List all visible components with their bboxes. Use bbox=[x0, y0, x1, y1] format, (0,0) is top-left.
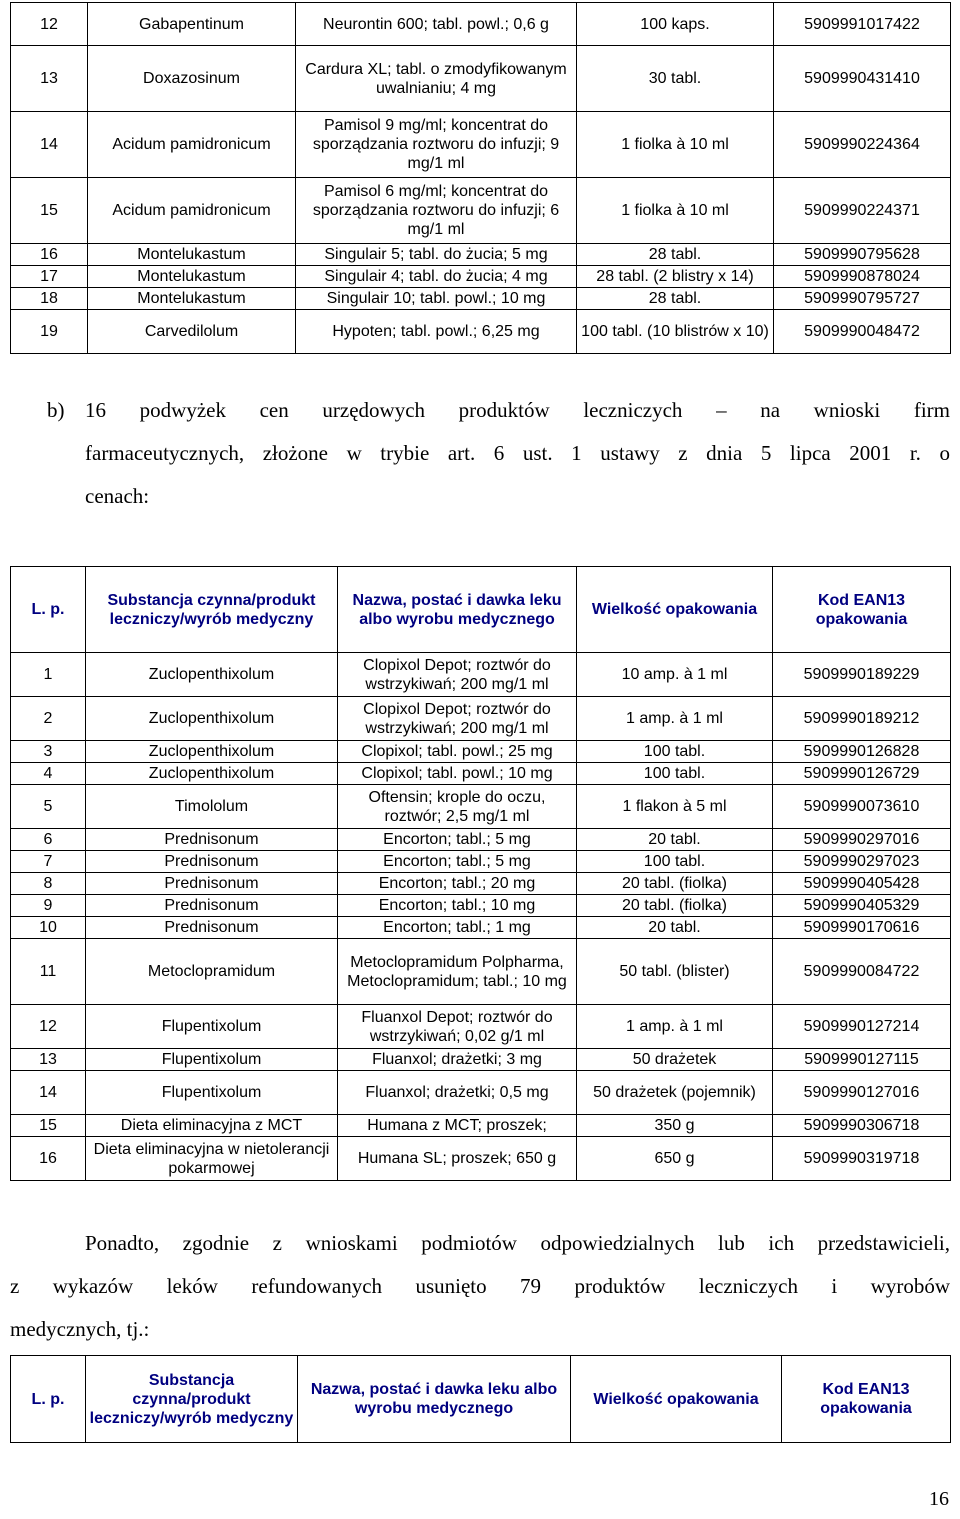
cell-pack: 20 tabl. (fiolka) bbox=[577, 873, 773, 895]
cell-name: Fluanxol Depot; roztwór do wstrzykiwań; 0,02 g/1 ml bbox=[338, 1005, 577, 1049]
cell-name: Singulair 4; tabl. do żucia; 4 mg bbox=[296, 266, 577, 288]
cell-name: Oftensin; krople do oczu, roztwór; 2,5 mg/1 ml bbox=[338, 785, 577, 829]
table-row bbox=[11, 266, 951, 288]
header-name: Nazwa, postać i dawka leku albo wyrobu medycznego bbox=[298, 1356, 571, 1443]
cell-substance: Zuclopenthixolum bbox=[86, 741, 338, 763]
cell-pack: 1 amp. à 1 ml bbox=[577, 697, 773, 741]
cell-substance: Zuclopenthixolum bbox=[86, 653, 338, 697]
cell-substance: Gabapentinum bbox=[88, 3, 296, 46]
cell-ean: 5909990126729 bbox=[773, 763, 951, 785]
table-row bbox=[11, 1049, 951, 1071]
cell-lp: 12 bbox=[11, 3, 88, 46]
table-removed-products bbox=[10, 1355, 951, 1443]
cell-lp: 1 bbox=[11, 653, 86, 697]
cell-name: Hypoten; tabl. powl.; 6,25 mg bbox=[296, 310, 577, 354]
table-row bbox=[11, 851, 951, 873]
section-b-line-2: farmaceutycznych, złożone w trybie art. 6 ust. 1 ustawy z dnia 5 lipca 2001 r. o bbox=[85, 441, 950, 465]
cell-name: Pamisol 9 mg/ml; koncentrat do sporządzania roztworu do infuzji; 9 mg/1 ml bbox=[296, 112, 577, 178]
cell-pack: 28 tabl. bbox=[577, 288, 774, 310]
header-lp: L. p. bbox=[11, 567, 86, 653]
cell-lp: 16 bbox=[11, 244, 88, 266]
table-row bbox=[11, 46, 951, 112]
cell-pack: 20 tabl. (fiolka) bbox=[577, 895, 773, 917]
cell-lp: 13 bbox=[11, 1049, 86, 1071]
paragraph-2-line-3: medycznych, tj.: bbox=[10, 1317, 150, 1341]
cell-name: Clopixol Depot; roztwór do wstrzykiwań; 200 mg/1 ml bbox=[338, 697, 577, 741]
cell-pack: 100 tabl. bbox=[577, 741, 773, 763]
cell-substance: Carvedilolum bbox=[88, 310, 296, 354]
header-substance: Substancja czynna/produkt leczniczy/wyrób medyczny bbox=[86, 1356, 298, 1443]
table-row bbox=[11, 1071, 951, 1115]
cell-lp: 7 bbox=[11, 851, 86, 873]
cell-lp: 14 bbox=[11, 1071, 86, 1115]
cell-ean: 5909990189229 bbox=[773, 653, 951, 697]
cell-ean: 5909991017422 bbox=[774, 3, 951, 46]
cell-substance: Zuclopenthixolum bbox=[86, 697, 338, 741]
cell-substance: Prednisonum bbox=[86, 917, 338, 939]
cell-ean: 5909990405428 bbox=[773, 873, 951, 895]
table-row bbox=[11, 178, 951, 244]
header-lp: L. p. bbox=[11, 1356, 86, 1443]
cell-substance: Flupentixolum bbox=[86, 1049, 338, 1071]
cell-pack: 350 g bbox=[577, 1115, 773, 1137]
cell-name: Clopixol; tabl. powl.; 25 mg bbox=[338, 741, 577, 763]
cell-substance: Dieta eliminacyjna z MCT bbox=[86, 1115, 338, 1137]
table-row bbox=[11, 763, 951, 785]
table-row bbox=[11, 741, 951, 763]
paragraph-2-line-1: Ponadto, zgodnie z wnioskami podmiotów odpowiedzialnych lub ich przedstawicieli, bbox=[85, 1231, 950, 1255]
header-pack: Wielkość opakowania bbox=[571, 1356, 782, 1443]
cell-pack: 20 tabl. bbox=[577, 829, 773, 851]
cell-name: Encorton; tabl.; 20 mg bbox=[338, 873, 577, 895]
table-row bbox=[11, 785, 951, 829]
table-row bbox=[11, 1005, 951, 1049]
cell-ean: 5909990431410 bbox=[774, 46, 951, 112]
cell-pack: 1 fiolka à 10 ml bbox=[577, 178, 774, 244]
cell-ean: 5909990878024 bbox=[774, 266, 951, 288]
cell-pack: 650 g bbox=[577, 1137, 773, 1181]
cell-ean: 5909990127214 bbox=[773, 1005, 951, 1049]
cell-lp: 8 bbox=[11, 873, 86, 895]
table-row bbox=[11, 288, 951, 310]
cell-ean: 5909990084722 bbox=[773, 939, 951, 1005]
cell-ean: 5909990795727 bbox=[774, 288, 951, 310]
cell-ean: 5909990127016 bbox=[773, 1071, 951, 1115]
cell-substance: Prednisonum bbox=[86, 851, 338, 873]
cell-lp: 2 bbox=[11, 697, 86, 741]
cell-pack: 100 tabl. bbox=[577, 763, 773, 785]
cell-lp: 16 bbox=[11, 1137, 86, 1181]
cell-lp: 5 bbox=[11, 785, 86, 829]
table-row bbox=[11, 829, 951, 851]
cell-lp: 14 bbox=[11, 112, 88, 178]
table-row bbox=[11, 310, 951, 354]
cell-lp: 4 bbox=[11, 763, 86, 785]
cell-ean: 5909990306718 bbox=[773, 1115, 951, 1137]
cell-name: Singulair 10; tabl. powl.; 10 mg bbox=[296, 288, 577, 310]
header-substance: Substancja czynna/produkt leczniczy/wyrób medyczny bbox=[86, 567, 338, 653]
table-price-changes-continued bbox=[10, 2, 951, 354]
cell-pack: 20 tabl. bbox=[577, 917, 773, 939]
cell-substance: Montelukastum bbox=[88, 266, 296, 288]
table-row bbox=[11, 697, 951, 741]
header-name: Nazwa, postać i dawka leku albo wyrobu medycznego bbox=[338, 567, 577, 653]
cell-name: Encorton; tabl.; 10 mg bbox=[338, 895, 577, 917]
cell-substance: Zuclopenthixolum bbox=[86, 763, 338, 785]
section-b-line-1: 16 podwyżek cen urzędowych produktów leczniczych – na wnioski firm bbox=[85, 398, 950, 422]
cell-ean: 5909990126828 bbox=[773, 741, 951, 763]
cell-lp: 3 bbox=[11, 741, 86, 763]
header-ean: Kod EAN13 opakowania bbox=[773, 567, 951, 653]
cell-ean: 5909990405329 bbox=[773, 895, 951, 917]
cell-name: Encorton; tabl.; 5 mg bbox=[338, 851, 577, 873]
cell-pack: 30 tabl. bbox=[577, 46, 774, 112]
cell-pack: 28 tabl. (2 blistry x 14) bbox=[577, 266, 774, 288]
table-price-increases bbox=[10, 566, 951, 1181]
table-row bbox=[11, 917, 951, 939]
cell-substance: Metoclopramidum bbox=[86, 939, 338, 1005]
cell-lp: 13 bbox=[11, 46, 88, 112]
table-body bbox=[11, 3, 951, 354]
cell-ean: 5909990297016 bbox=[773, 829, 951, 851]
cell-ean: 5909990297023 bbox=[773, 851, 951, 873]
cell-lp: 12 bbox=[11, 1005, 86, 1049]
cell-lp: 15 bbox=[11, 178, 88, 244]
cell-name: Pamisol 6 mg/ml; koncentrat do sporządzania roztworu do infuzji; 6 mg/1 ml bbox=[296, 178, 577, 244]
cell-ean: 5909990048472 bbox=[774, 310, 951, 354]
header-ean: Kod EAN13 opakowania bbox=[782, 1356, 951, 1443]
cell-name: Humana z MCT; proszek; bbox=[338, 1115, 577, 1137]
cell-ean: 5909990224371 bbox=[774, 178, 951, 244]
cell-name: Singulair 5; tabl. do żucia; 5 mg bbox=[296, 244, 577, 266]
cell-substance: Timololum bbox=[86, 785, 338, 829]
cell-substance: Doxazosinum bbox=[88, 46, 296, 112]
section-b-label: b) bbox=[47, 398, 65, 422]
cell-pack: 28 tabl. bbox=[577, 244, 774, 266]
cell-substance: Acidum pamidronicum bbox=[88, 178, 296, 244]
cell-substance: Dieta eliminacyjna w nietolerancji pokarmowej bbox=[86, 1137, 338, 1181]
cell-pack: 1 amp. à 1 ml bbox=[577, 1005, 773, 1049]
cell-substance: Flupentixolum bbox=[86, 1005, 338, 1049]
cell-pack: 50 drażetek (pojemnik) bbox=[577, 1071, 773, 1115]
cell-name: Neurontin 600; tabl. powl.; 0,6 g bbox=[296, 3, 577, 46]
cell-ean: 5909990319718 bbox=[773, 1137, 951, 1181]
table-row bbox=[11, 653, 951, 697]
cell-pack: 1 fiolka à 10 ml bbox=[577, 112, 774, 178]
cell-name: Humana SL; proszek; 650 g bbox=[338, 1137, 577, 1181]
table-row bbox=[11, 1115, 951, 1137]
cell-name: Metoclopramidum Polpharma, Metoclopramidum; tabl.; 10 mg bbox=[338, 939, 577, 1005]
cell-ean: 5909990073610 bbox=[773, 785, 951, 829]
cell-pack: 100 tabl. bbox=[577, 851, 773, 873]
cell-lp: 9 bbox=[11, 895, 86, 917]
cell-lp: 15 bbox=[11, 1115, 86, 1137]
cell-pack: 100 kaps. bbox=[577, 3, 774, 46]
cell-ean: 5909990170616 bbox=[773, 917, 951, 939]
cell-substance: Montelukastum bbox=[88, 244, 296, 266]
cell-name: Fluanxol; drażetki; 0,5 mg bbox=[338, 1071, 577, 1115]
table-row bbox=[11, 1137, 951, 1181]
table-row bbox=[11, 244, 951, 266]
cell-substance: Acidum pamidronicum bbox=[88, 112, 296, 178]
paragraph-2-line-2: z wykazów leków refundowanych usunięto 79 produktów leczniczych i wyrobów bbox=[10, 1274, 950, 1298]
cell-name: Clopixol Depot; roztwór do wstrzykiwań; 200 mg/1 ml bbox=[338, 653, 577, 697]
cell-lp: 6 bbox=[11, 829, 86, 851]
cell-ean: 5909990127115 bbox=[773, 1049, 951, 1071]
cell-substance: Prednisonum bbox=[86, 895, 338, 917]
cell-pack: 100 tabl. (10 blistrów x 10) bbox=[577, 310, 774, 354]
section-b-line-3: cenach: bbox=[85, 484, 150, 508]
cell-pack: 1 flakon à 5 ml bbox=[577, 785, 773, 829]
cell-substance: Flupentixolum bbox=[86, 1071, 338, 1115]
page-number: 16 bbox=[929, 1488, 949, 1510]
cell-lp: 17 bbox=[11, 266, 88, 288]
cell-name: Clopixol; tabl. powl.; 10 mg bbox=[338, 763, 577, 785]
cell-lp: 11 bbox=[11, 939, 86, 1005]
table-row bbox=[11, 873, 951, 895]
cell-pack: 50 drażetek bbox=[577, 1049, 773, 1071]
cell-name: Fluanxol; drażetki; 3 mg bbox=[338, 1049, 577, 1071]
cell-name: Encorton; tabl.; 1 mg bbox=[338, 917, 577, 939]
cell-name: Encorton; tabl.; 5 mg bbox=[338, 829, 577, 851]
cell-name: Cardura XL; tabl. o zmodyfikowanym uwalnianiu; 4 mg bbox=[296, 46, 577, 112]
cell-substance: Montelukastum bbox=[88, 288, 296, 310]
cell-lp: 18 bbox=[11, 288, 88, 310]
cell-pack: 50 tabl. (blister) bbox=[577, 939, 773, 1005]
cell-ean: 5909990189212 bbox=[773, 697, 951, 741]
cell-substance: Prednisonum bbox=[86, 873, 338, 895]
table-row bbox=[11, 3, 951, 46]
cell-pack: 10 amp. à 1 ml bbox=[577, 653, 773, 697]
cell-ean: 5909990224364 bbox=[774, 112, 951, 178]
table-row bbox=[11, 939, 951, 1005]
cell-substance: Prednisonum bbox=[86, 829, 338, 851]
table-row bbox=[11, 895, 951, 917]
cell-ean: 5909990795628 bbox=[774, 244, 951, 266]
cell-lp: 10 bbox=[11, 917, 86, 939]
table-row bbox=[11, 112, 951, 178]
cell-lp: 19 bbox=[11, 310, 88, 354]
header-pack: Wielkość opakowania bbox=[577, 567, 773, 653]
table-body bbox=[11, 653, 951, 1181]
